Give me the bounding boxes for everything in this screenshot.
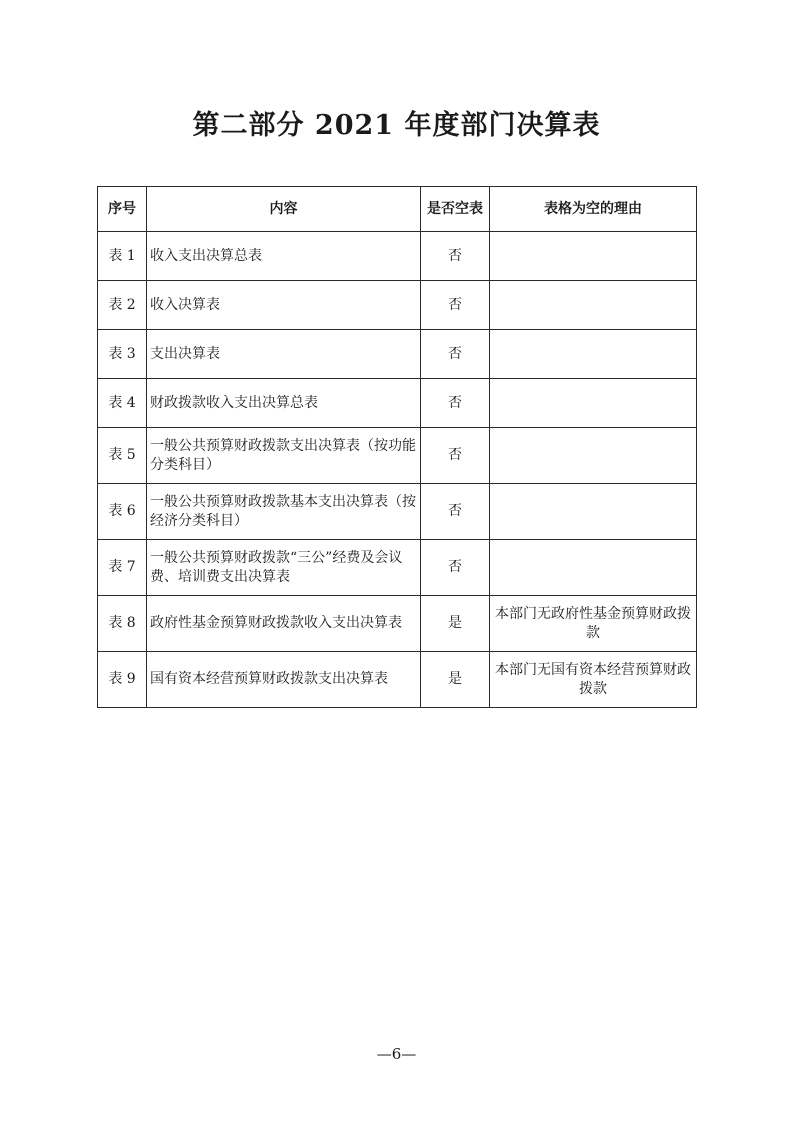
header-no: 序号 (98, 187, 147, 232)
row-is-empty: 否 (421, 281, 490, 330)
row-reason (490, 540, 697, 596)
row-is-empty: 否 (421, 232, 490, 281)
table-row (98, 428, 697, 484)
row-content: 一般公共预算财政拨款支出决算表（按功能分类科目） (147, 428, 421, 484)
row-reason (490, 379, 697, 428)
row-no: 表 1 (98, 232, 147, 281)
table-row (98, 281, 697, 330)
row-content: 收入支出决算总表 (147, 232, 421, 281)
row-content: 一般公共预算财政拨款基本支出决算表（按经济分类科目） (147, 484, 421, 540)
row-no: 表 6 (98, 484, 147, 540)
table-row (98, 330, 697, 379)
row-is-empty: 是 (421, 652, 490, 708)
row-is-empty: 是 (421, 596, 490, 652)
row-content: 政府性基金预算财政拨款收入支出决算表 (147, 596, 421, 652)
header-content: 内容 (147, 187, 421, 232)
row-is-empty: 否 (421, 428, 490, 484)
row-is-empty: 否 (421, 330, 490, 379)
row-no: 表 5 (98, 428, 147, 484)
page-title: 第二部分 2021 年度部门决算表 (192, 110, 601, 141)
row-is-empty: 否 (421, 484, 490, 540)
row-reason (490, 232, 697, 281)
decision-tables-list (97, 186, 697, 708)
row-reason (490, 330, 697, 379)
row-no: 表 4 (98, 379, 147, 428)
table-row (98, 232, 697, 281)
row-content: 国有资本经营预算财政拨款支出决算表 (147, 652, 421, 708)
row-content: 支出决算表 (147, 330, 421, 379)
table-row (98, 379, 697, 428)
row-reason (490, 484, 697, 540)
row-reason: 本部门无政府性基金预算财政拨款 (490, 596, 697, 652)
table-row (98, 540, 697, 596)
row-no: 表 9 (98, 652, 147, 708)
header-reason: 表格为空的理由 (490, 187, 697, 232)
row-content: 财政拨款收入支出决算总表 (147, 379, 421, 428)
table-row (98, 596, 697, 652)
header-is-empty: 是否空表 (421, 187, 490, 232)
row-is-empty: 否 (421, 379, 490, 428)
row-reason: 本部门无国有资本经营预算财政拨款 (490, 652, 697, 708)
table-row (98, 652, 697, 708)
row-reason (490, 428, 697, 484)
table-header-row (98, 187, 697, 232)
row-no: 表 3 (98, 330, 147, 379)
row-reason (490, 281, 697, 330)
page-number: —6— (376, 1045, 417, 1063)
table-row (98, 484, 697, 540)
row-content: 一般公共预算财政拨款“三公”经费及会议费、培训费支出决算表 (147, 540, 421, 596)
row-no: 表 7 (98, 540, 147, 596)
row-no: 表 2 (98, 281, 147, 330)
row-is-empty: 否 (421, 540, 490, 596)
row-content: 收入决算表 (147, 281, 421, 330)
row-no: 表 8 (98, 596, 147, 652)
